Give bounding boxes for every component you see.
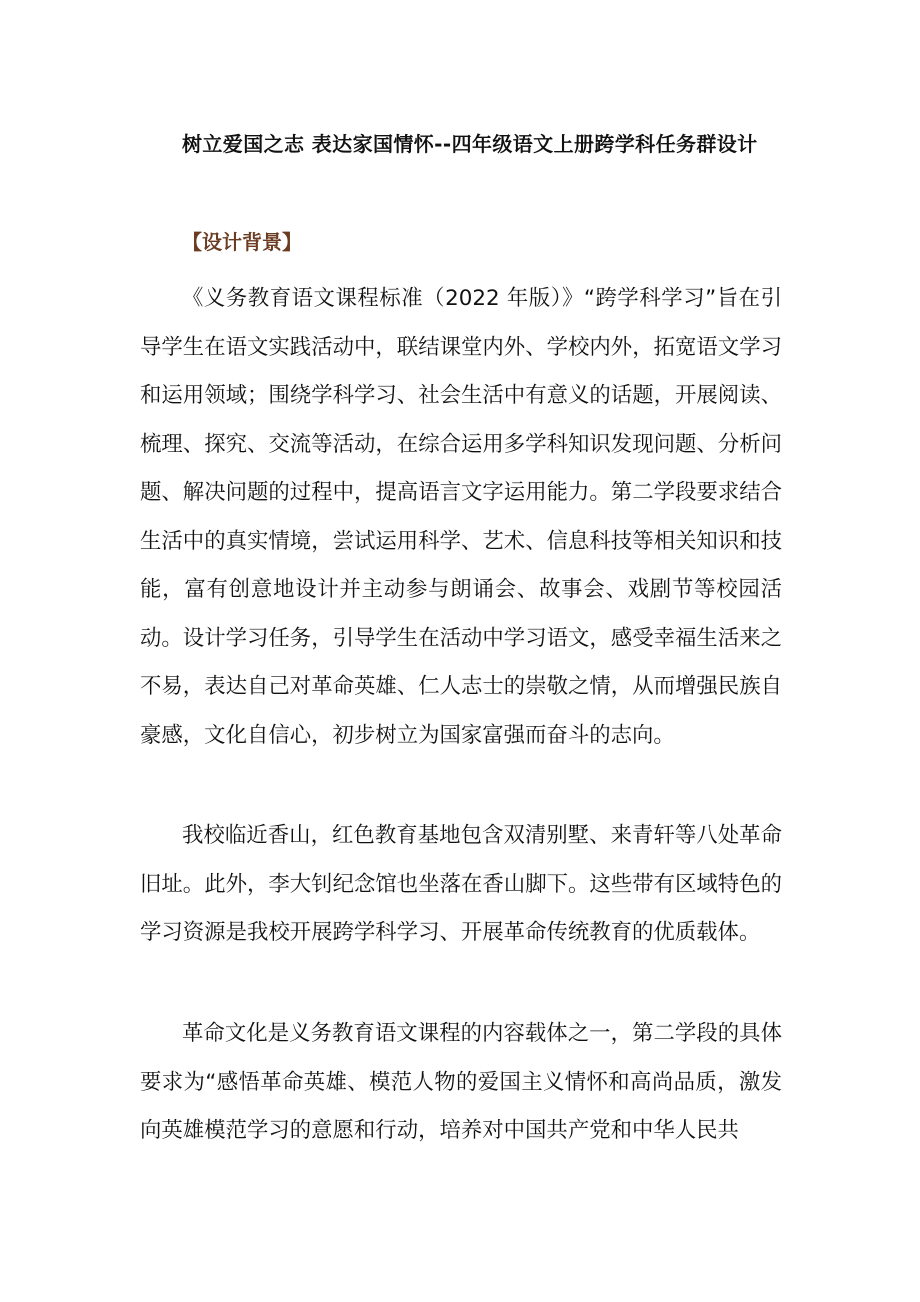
paragraph-revolutionary-culture: 革命文化是义务教育语文课程的内容载体之一，第二学段的具体要求为“感悟革命英雄、模范人物的爱国主义情怀和高尚品质，激发向英雄模范学习的意愿和行动，培养对中国共产党和中华人民共 [140, 1021, 782, 1143]
paragraph-curriculum-standard: 《义务教育语文课程标准（2022 年版）》“跨学科学习”旨在引导学生在语文实践活动中，联结课堂内外、学校内外，拓宽语文学习和运用领域；围绕学科学习、社会生活中有意义的话题，开展阅读、梳理、探究、交流等活动，在综合运用多学科知识发现问题、分析问题、解决问题的过程中，提高语言文字运用能力。第二学段要求结合生活中的真实情境，尝试运用科学、艺术、信息科技等相关知识和技能，富有创意地设计并主动参与朗诵会、故事会、戏剧节等校园活动。设计学习任务，引导学生在活动中学习语文，感受幸福生活来之不易，表达自己对革命英雄、仁人志士的崇敬之情，从而增强民族自豪感，文化自信心，初步树立为国家富强而奋斗的志向。 [140, 286, 782, 748]
document-title: 树立爱国之志 表达家国情怀--四年级语文上册跨学科任务群设计 [182, 132, 758, 156]
paragraph-school-resources: 我校临近香山，红色教育基地包含双清别墅、来青轩等八处革命旧址。此外，李大钊纪念馆也坐落在香山脚下。这些带有区域特色的学习资源是我校开展跨学科学习、开展革命传统教育的优质载体。 [140, 823, 782, 945]
section-heading-design-background: 【设计背景】 [182, 230, 302, 254]
